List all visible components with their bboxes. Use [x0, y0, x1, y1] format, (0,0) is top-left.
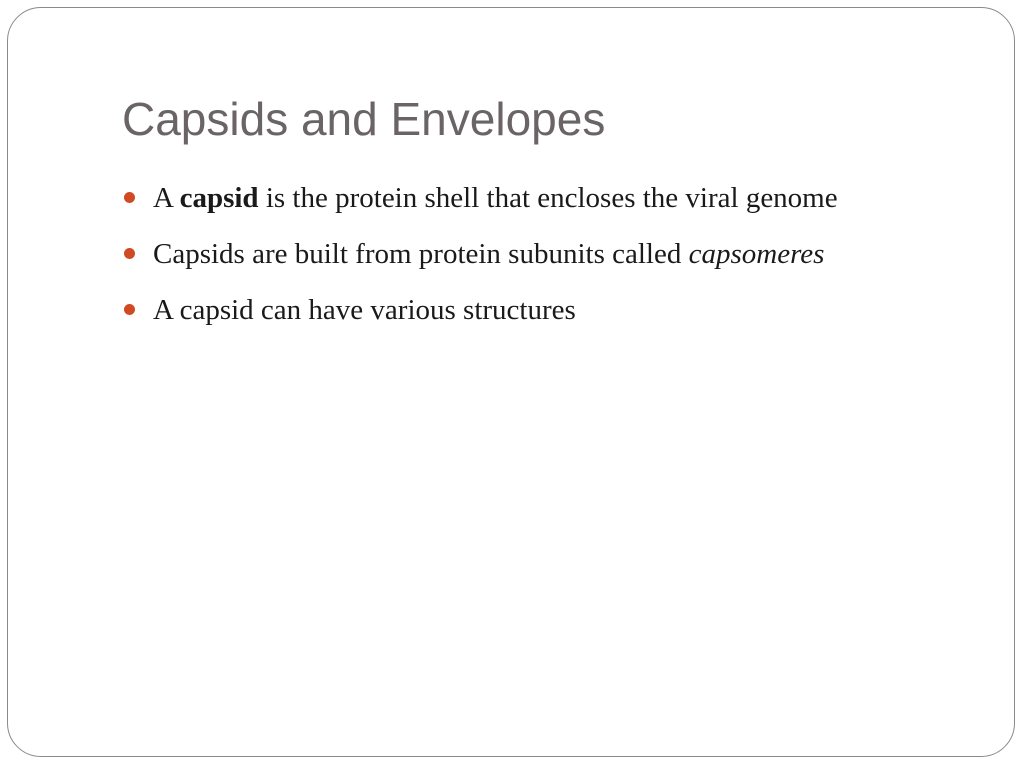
bullet-text [153, 294, 576, 326]
bullet-text [153, 238, 824, 270]
bullet-list [122, 174, 982, 342]
bullet-dot-icon [124, 192, 135, 203]
bullet-item-capsomeres [122, 230, 982, 278]
bullet-item-capsid-definition [122, 174, 982, 222]
bullet-text-part: Capsids are built from protein subunits called [153, 238, 689, 270]
term-capsomeres: capsomeres [688, 238, 825, 270]
bullet-text-part: A [153, 182, 180, 214]
bullet-dot-icon [124, 304, 135, 315]
bullet-text-part: A capsid can have various structures [153, 294, 576, 326]
bullet-text-part: is the protein shell that encloses the viral genome [258, 182, 838, 214]
bullet-item-structures [122, 286, 982, 334]
term-capsid: capsid [179, 182, 259, 214]
bullet-dot-icon [124, 248, 135, 259]
slide-title: Capsids and Envelopes [122, 93, 606, 145]
slide-frame [7, 7, 1015, 757]
bullet-text [153, 182, 838, 214]
